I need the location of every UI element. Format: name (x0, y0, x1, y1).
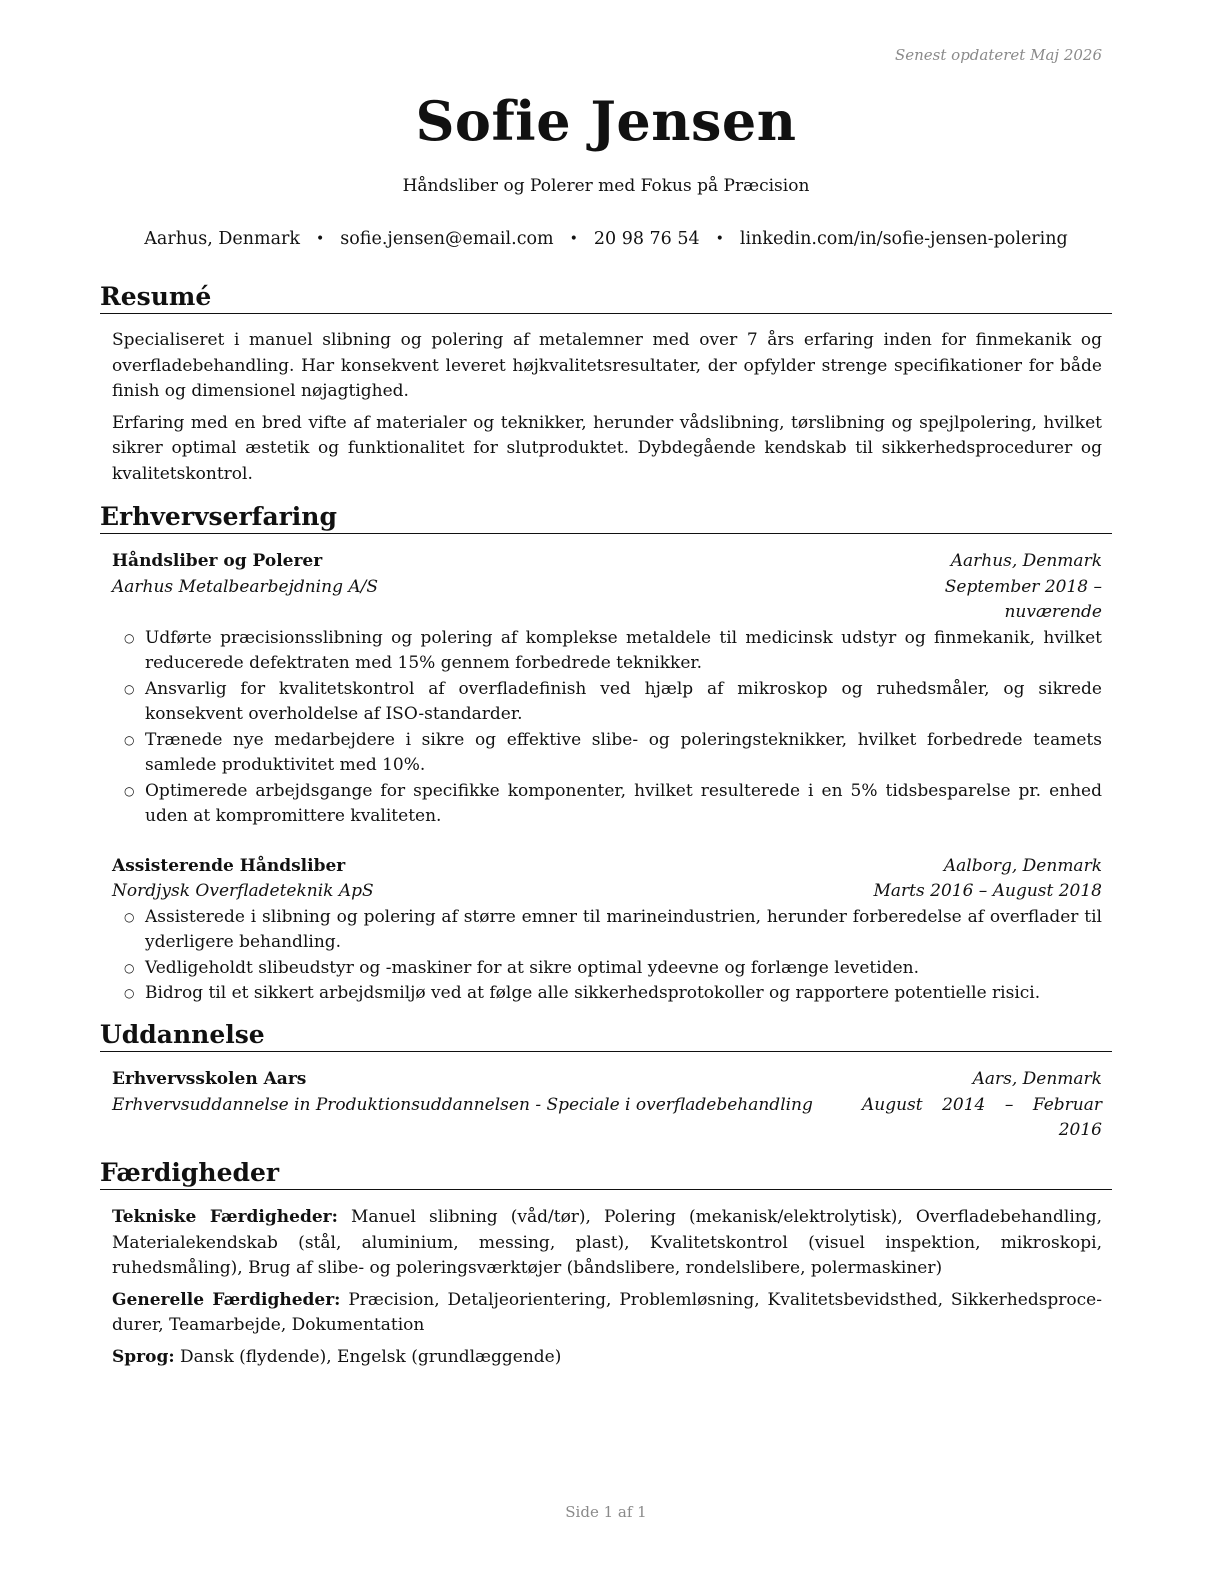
skill-text: Dansk (flydende), Engelsk (grundlæggende) (180, 1346, 562, 1367)
bullet-text: Assisterede i slibning og polering af større emner til marineindustrien, herunder forberedelse af overflader til yderligere behandling. (145, 906, 1102, 952)
skill-label: Generelle Færdigheder: (112, 1289, 341, 1310)
circle-bullet-icon: ○ (124, 783, 135, 798)
list-item (112, 956, 1102, 982)
skill-label: Sprog: (112, 1346, 175, 1367)
bullet-text: Vedligeholdt slibeudstyr og -maskiner for at sikre optimal ydeevne og forlænge levetiden. (145, 957, 919, 978)
skills-section (100, 1157, 1112, 1370)
job-bullets (112, 626, 1102, 830)
skill-line (112, 1345, 1102, 1371)
skill-line (112, 1205, 1102, 1282)
job-location: Aarhus, Denmark (950, 551, 1102, 571)
job-title: Håndsliber og Polerer (112, 551, 323, 571)
job-company: Nordjysk Overfladeteknik ApS (112, 881, 374, 901)
contact-line (100, 229, 1112, 249)
list-item (112, 779, 1102, 830)
job-bullets (112, 905, 1102, 1007)
list-item (112, 905, 1102, 956)
summary-paragraph: Erfaring med en bred vifte af materialer og teknikker, herunder vådslibning, tørslibning og spejlpolering, hvilket sikrer optimal æstetik og funktionalitet for slutproduktet. Dybdegående kendskab til sikkerhedsprocedurer og kvalitetskontrol. (112, 412, 1102, 484)
candidate-name: Sofie Jensen (415, 89, 797, 153)
section-title: Uddannelse (100, 1019, 1112, 1052)
last-updated: Senest opdateret Maj 2026 (894, 46, 1102, 64)
circle-bullet-icon: ○ (124, 960, 135, 975)
page-number: Side 1 af 1 (565, 1503, 647, 1521)
experience-section (100, 501, 1112, 1007)
summary-paragraph: Specialiseret i manuel slibning og polering af metalemner med over 7 års erfaring inden for finmekanik og overfladebehandling. Har konsekvent leveret højkvalitetsresultater, der opfylder strenge specifikationer for både finish og dimensionel nøjagtighed. (112, 330, 1102, 401)
list-item (112, 981, 1102, 1007)
bullet-text: Optimerede arbejdsgange for specifikke komponenter, hvilket resulterede i en 5% tidsbesparelse pr. enhed uden at kompromittere kvaliteten. (145, 780, 1102, 826)
education-section (100, 1019, 1112, 1144)
job-location: Aalborg, Denmark (943, 855, 1102, 876)
school-name: Erhvervsskolen Aars (112, 1069, 307, 1089)
contact-email[interactable]: sofie.jensen@email.com (340, 229, 554, 249)
circle-bullet-icon: ○ (124, 909, 135, 924)
contact-phone: 20 98 76 54 (593, 229, 700, 249)
bullet-text: Udførte præcisionsslibning og polering af komplekse metaldele til medicinsk udstyr og finmekanik, hvilket reducerede defektraten med 15% gennem forbedrede teknikker. (145, 627, 1102, 673)
bullet-separator-icon: • (715, 231, 724, 247)
list-item (112, 728, 1102, 779)
job-dates: Marts 2016 – August 2018 (873, 881, 1102, 901)
list-item (112, 626, 1102, 677)
circle-bullet-icon: ○ (124, 630, 135, 645)
education-program: Erhvervsuddannelse in Produktionsuddannelsen - Speciale i overfladebehandling (112, 1094, 813, 1115)
bullet-separator-icon: • (569, 231, 578, 247)
school-location: Aars, Denmark (972, 1069, 1102, 1089)
skill-label: Tekniske Færdigheder: (112, 1207, 338, 1227)
bullet-text: Ansvarlig for kvalitetskontrol af overfladefinish ved hjælp af mikroskop og ruhedsmåler, og sikrede konsekvent overholdelse af ISO-standarder. (145, 678, 1102, 724)
tagline: Håndsliber og Polerer med Fokus på Præcision (402, 176, 810, 196)
skill-line (112, 1288, 1102, 1339)
skill-text: Præcision, Detaljeorientering, Problemløsning, Kvalitetsbevidsthed, Sikkerhedsprocedurer, Teamarbejde, Dokumentation (112, 1289, 1102, 1335)
contact-location: Aarhus, Denmark (144, 229, 301, 249)
bullet-separator-icon: • (316, 231, 325, 247)
circle-bullet-icon: ○ (124, 681, 135, 696)
circle-bullet-icon: ○ (124, 732, 135, 747)
bullet-text: Trænede nye medarbejdere i sikre og effektive slibe- og poleringsteknikker, hvilket forbedrede teamets samlede produktivitet med 10%. (145, 729, 1102, 775)
resume-section (100, 281, 1112, 487)
bullet-text: Bidrog til et sikkert arbejdsmiljø ved at følge alle sikkerhedsprotokoller og rapportere potentielle risici. (145, 983, 1041, 1003)
education-dates: August 2014 – Februar 2016 (862, 1094, 1102, 1140)
job-title: Assisterende Håndsliber (112, 855, 346, 876)
job-dates: September 2018 – nuværende (944, 576, 1102, 622)
section-title: Erhvervserfaring (100, 501, 1112, 534)
job-entry (112, 854, 1102, 1007)
job-entry (112, 549, 1102, 830)
section-title: Færdigheder (100, 1157, 1112, 1190)
job-company: Aarhus Metalbearbejdning A/S (112, 576, 379, 597)
list-item (112, 677, 1102, 728)
contact-linkedin[interactable]: linkedin.com/in/sofie-jensen-polering (739, 229, 1068, 249)
skill-text: Manuel slibning (våd/tør), Polering (mekanisk/elektrolytisk), Overfladebehandling, Materialekendskab (stål, aluminium, messing, plast), Kvalitetskontrol (visuel inspektion, mikroskopi, ruhedsmåling), Brug af slibe- og poleringsværktøjer (båndslibere, rondelslibere, polermaskiner) (112, 1207, 1102, 1278)
section-title: Resumé (100, 281, 1112, 314)
resume-page (100, 0, 1112, 1584)
circle-bullet-icon: ○ (124, 986, 135, 1000)
